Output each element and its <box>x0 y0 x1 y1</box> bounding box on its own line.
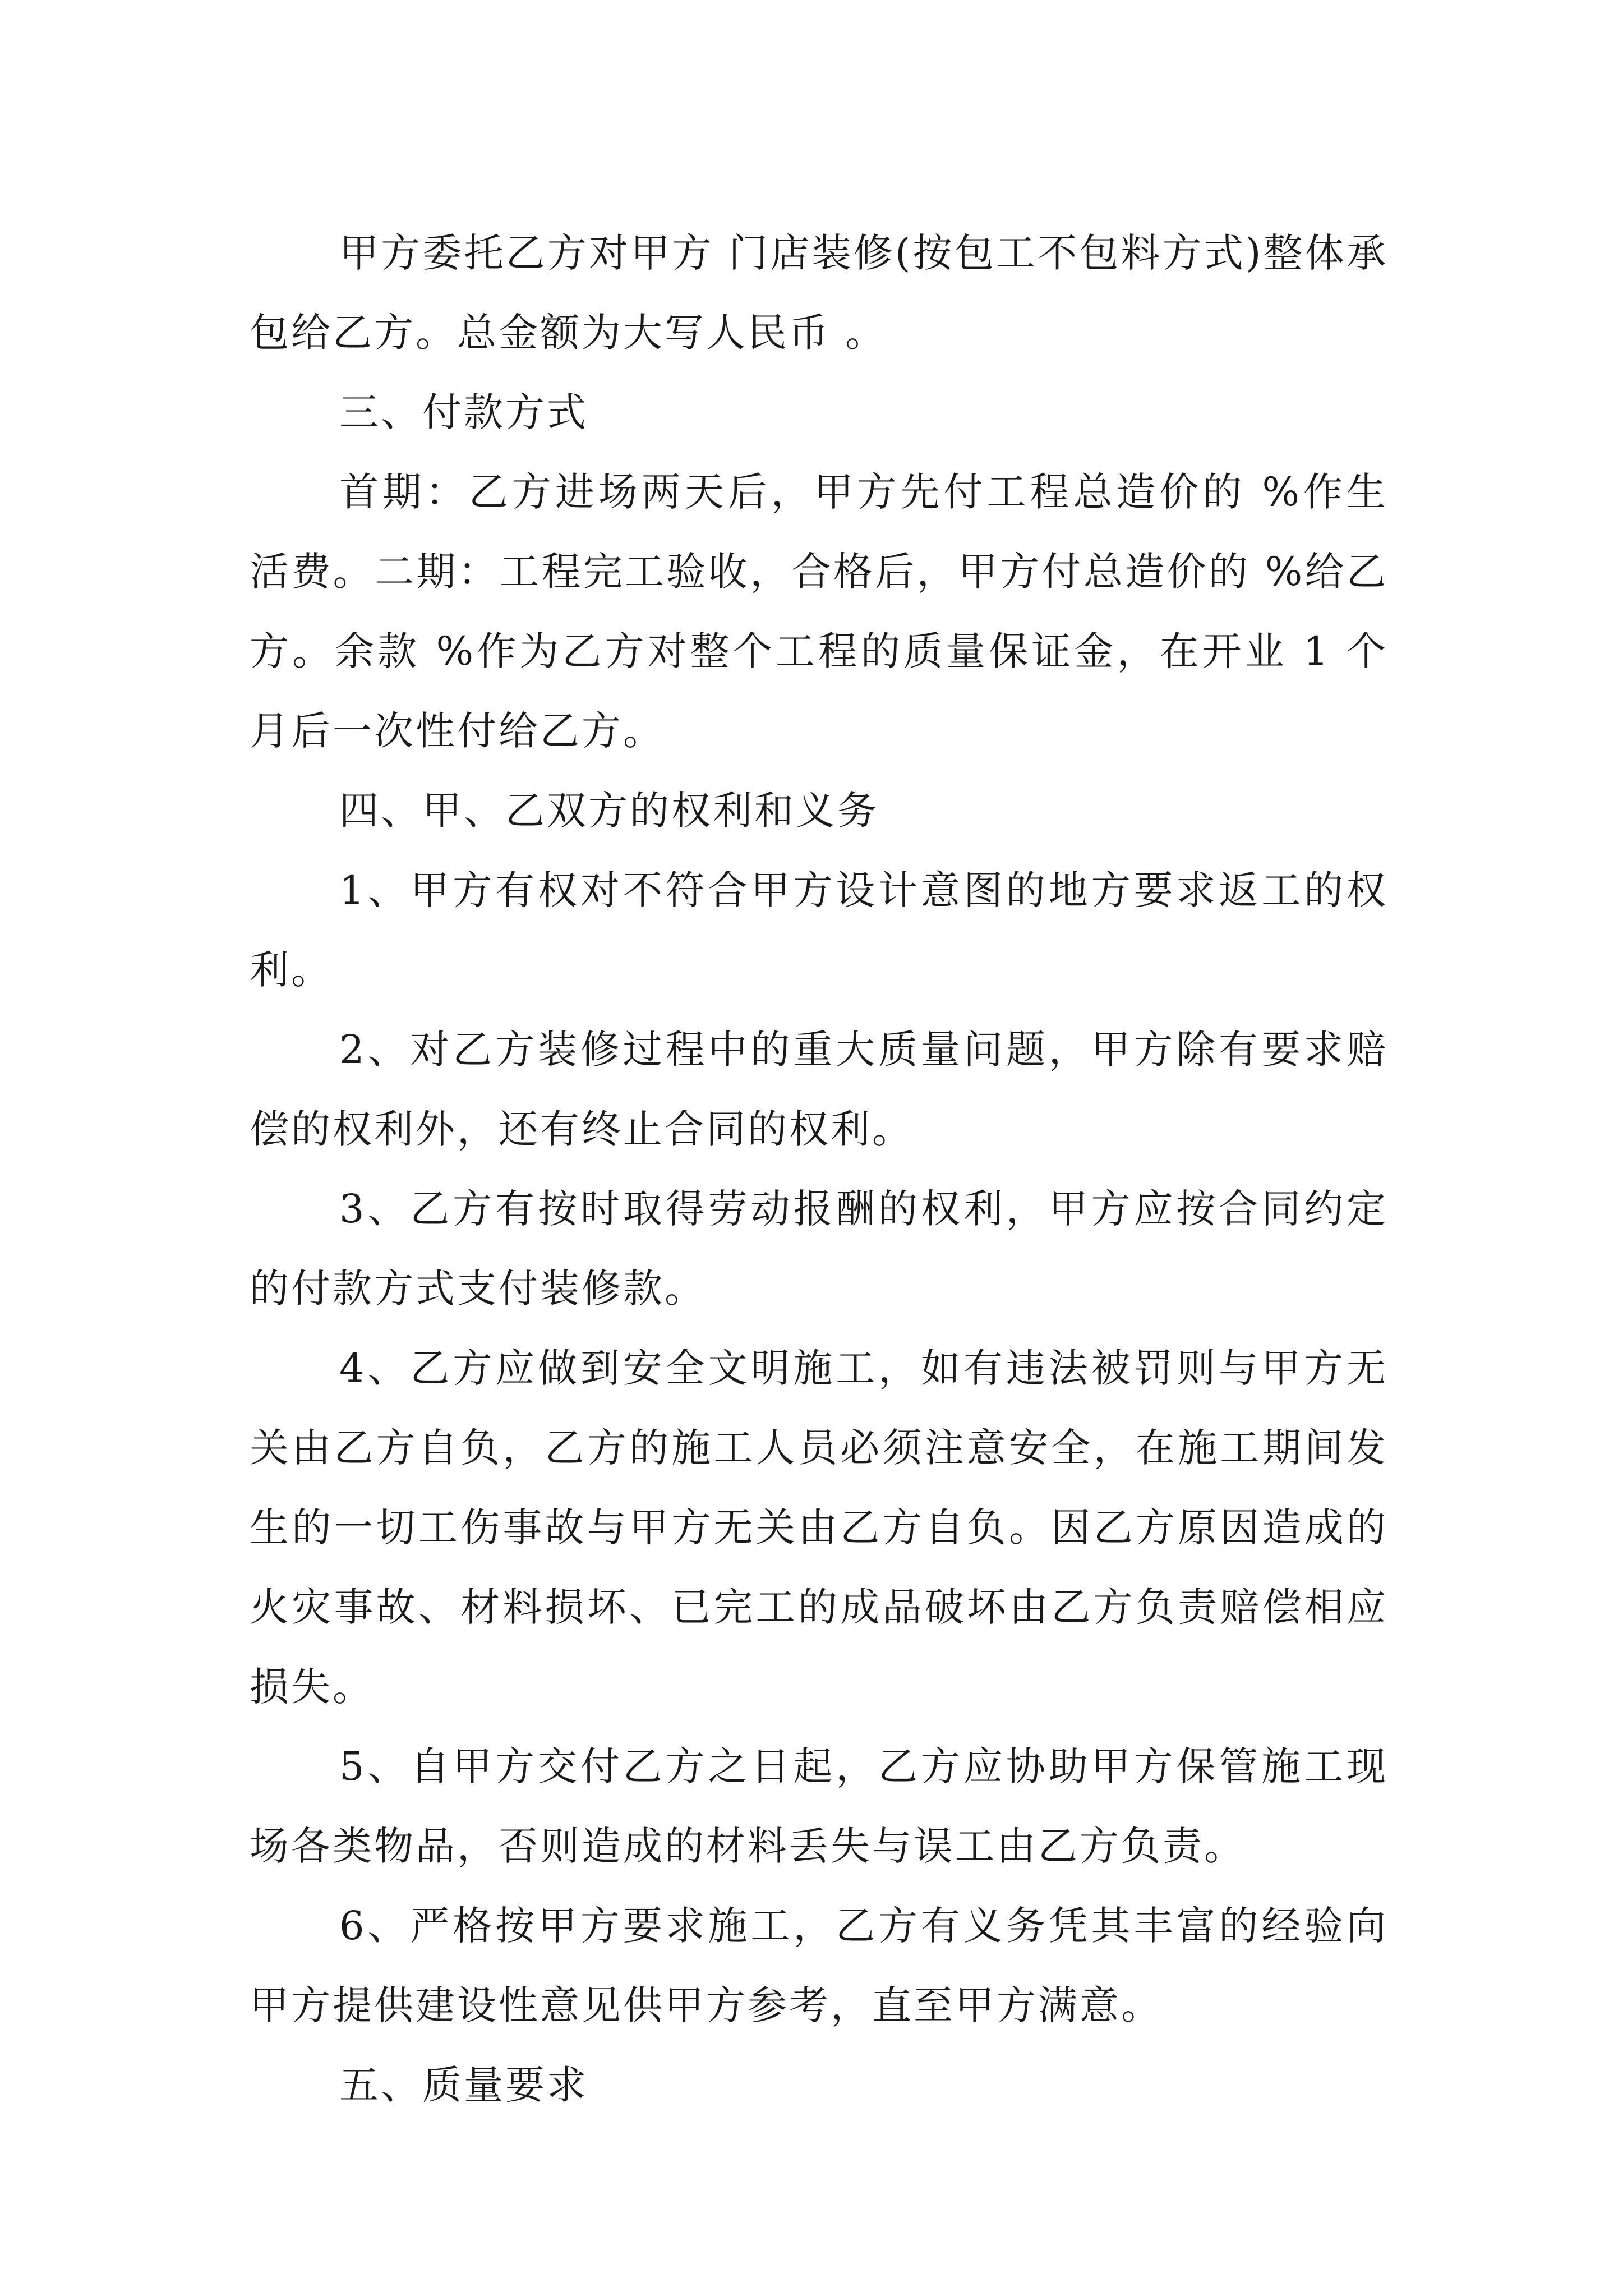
clause-6: 6、严格按甲方要求施工，乙方有义务凭其丰富的经验向甲方提供建设性意见供甲方参考，直至甲方满意。 <box>250 1903 1388 2028</box>
clause-3: 3、乙方有按时取得劳动报酬的权利，甲方应按合同约定的付款方式支付装修款。 <box>250 1186 1388 1312</box>
heading-quality-requirements: 五、质量要求 <box>339 2062 588 2108</box>
paragraph-payment-terms: 首期：乙方进场两天后，甲方先付工程总造价的 %作生活费。二期：工程完工验收，合格后，甲方付总造价的 %给乙方。余款 %作为乙方对整个工程的质量保证金，在开业 1 个月后一次性付给乙方。 <box>250 469 1388 754</box>
clause-5: 5、自甲方交付乙方之日起，乙方应协助甲方保管施工现场各类物品，否则造成的材料丢失与误工由乙方负责。 <box>250 1743 1388 1869</box>
clause-2: 2、对乙方装修过程中的重大质量问题，甲方除有要求赔偿的权利外，还有终止合同的权利。 <box>250 1027 1388 1152</box>
paragraph-scope: 甲方委托乙方对甲方 门店装修(按包工不包料方式)整体承包给乙方。总金额为大写人民币 。 <box>250 230 1388 356</box>
document-body <box>250 213 1388 2125</box>
heading-payment-method: 三、付款方式 <box>339 389 588 435</box>
heading-rights-obligations: 四、甲、乙双方的权利和义务 <box>339 788 879 834</box>
clause-1: 1、甲方有权对不符合甲方设计意图的地方要求返工的权利。 <box>250 867 1388 993</box>
clause-4: 4、乙方应做到安全文明施工，如有违法被罚则与甲方无关由乙方自负，乙方的施工人员必须注意安全，在施工期间发生的一切工伤事故与甲方无关由乙方自负。因乙方原因造成的火灾事故、材料损坏、已完工的成品破坏由乙方负责赔偿相应损失。 <box>250 1345 1388 1710</box>
